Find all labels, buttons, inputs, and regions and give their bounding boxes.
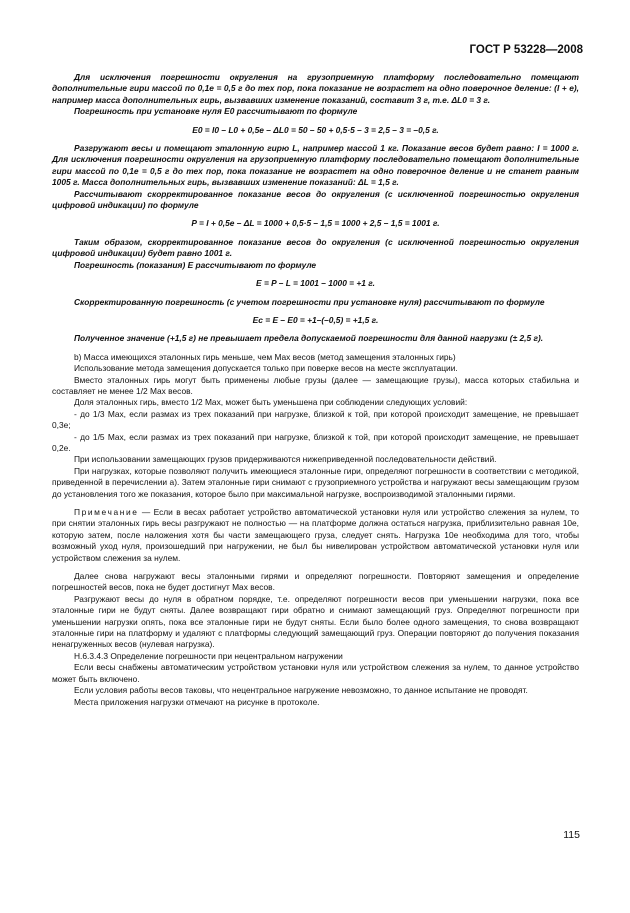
formula-corrected-error: Ec = E – E0 = +1–(–0,5) = +1,5 г. [252, 314, 379, 325]
paragraph-method-b: b) Масса имеющихся эталонных гирь меньше, чем Max весов (метод замещения эталонных гирь) [74, 351, 456, 362]
paragraph-substitution-steps: При нагрузках, которые позволяют получить имеющиеся эталонные гири, определяют погрешности в соответствии с методикой, приведенной в перечислении a). Затем эталонные гири снимают с грузоприемного устройства и нагружают весы замещающим грузом до установления того же показания, которое было при максимальной нагрузке, воспроизводимой эталонными гирями. [52, 465, 579, 499]
paragraph-corrected-error-intro: Скорректированную погрешность (с учетом погрешности при установке нуля) рассчитывают по формуле [74, 296, 545, 307]
paragraph-repeat-substitution: Далее снова нагружают весы эталонными гирями и определяют погрешности. Повторяют замещения и определение погрешностей весов, пока не будет достигнут Max весов. [52, 571, 579, 593]
paragraph-sequence-intro: При использовании замещающих грузов придерживаются нижеприведенной последовательности действий. [74, 454, 497, 465]
paragraph-error-intro: Погрешность (показания) E рассчитывают по формуле [74, 259, 317, 270]
page-number: 115 [563, 829, 580, 841]
formula-zero-error: E0 = I0 – L0 + 0,5e – ΔL0 = 50 – 50 + 0,5·5 – 3 = 2,5 – 3 = –0,5 г. [192, 124, 439, 135]
paragraph-rounding-zero: Для исключения погрешности округления на грузоприемную платформу последовательно помещают дополнительные гири массой по 0,1e = 0,5 г до тех пор, пока показание не возрастет на одно поверочное деление: (I + e), например масса дополнительных гирь, вызвавших изменение показаний, составит 3 г, т.е. ΔL0 = 3 г. [52, 72, 579, 105]
paragraph-unloading: Разгружают весы до нуля в обратном порядке, т.е. определяют погрешности весов при уменьшении нагрузки, пока все эталонные гири не будут сняты. Далее возвращают гири обратно и снимают замещающий груз. Определяют погрешности при уменьшении нагрузки опять, пока все эталонные гири не будут сняты. Если было более одного замещения, то снова возвращают эталонные гири на платформу и удаляют с платформы следующий замещающий груз. Операции повторяют до получения показания ненагруженных весов (нулевая нагрузка). [52, 593, 579, 650]
paragraph-load-positions: Места приложения нагрузки отмечают на рисунке в протоколе. [74, 696, 320, 707]
paragraph-load-reference: Разгружают весы и помещают эталонную гирю L, например массой 1 кг. Показание весов будет равно: I = 1000 г. Для исключения погрешности округления на грузоприемную платформу последовательно помещают дополнительные гири массой по 0,1e = 0,5 г до тех пор, пока показание не возрастет на одно поверочное деление и не станет равным 1005 г. Масса дополнительных гирь, вызвавших изменение показаний: ΔL = 1,5 г. [52, 143, 579, 188]
note-label: Примечание [74, 507, 139, 517]
list-item-condition-2: - до 1/5 Max, если размах из трех показаний при нагрузке, близкой к той, при которой происходит замещение, не превышает 0,2e. [52, 431, 579, 453]
note [52, 507, 579, 564]
document-header: ГОСТ Р 53228—2008 [469, 44, 583, 56]
formula-error: E = P – L = 1001 – 1000 = +1 г. [256, 278, 375, 289]
list-item-condition-1: - до 1/3 Max, если размах из трех показаний при нагрузке, близкой к той, при которой происходит замещение, не превышает 0,3e; [52, 408, 579, 431]
paragraph-corrected-result: Таким образом, скорректированное показание весов до округления (с исключенной погрешностью округления цифровой индикации) будет равно 1001 г. [52, 236, 579, 259]
paragraph-eccentric-impossible: Если условия работы весов таковы, что нецентральное нагружение невозможно, то данное испытание не проводят. [74, 685, 528, 696]
paragraph-conditions-intro: Доля эталонных гирь, вместо 1/2 Max, может быть уменьшена при соблюдении следующих условий: [74, 397, 468, 408]
section-heading-eccentric-loading: Н.6.3.4.3 Определение погрешности при нецентральном нагружении [74, 650, 343, 661]
formula-corrected-reading: P = I + 0,5e – ΔL = 1000 + 0,5·5 – 1,5 = 1000 + 2,5 – 1,5 = 1001 г. [191, 218, 440, 229]
paragraph-result-conclusion: Полученное значение (+1,5 г) не превышает предела допускаемой погрешности для данной нагрузки (± 2,5 г). [74, 333, 544, 344]
document-body [52, 72, 579, 708]
paragraph-zero-device: Если весы снабжены автоматическим устройством установки нуля или устройством слежения за нулем, то данное устройство может быть включено. [52, 662, 579, 684]
paragraph-corrected-reading-intro: Рассчитывают скорректированное показание весов до округления (с исключенной погрешностью округления цифровой индикации) по формуле [52, 188, 579, 211]
paragraph-substitution-allowed: Использование метода замещения допускается только при поверке весов на месте эксплуатации. [74, 363, 458, 374]
note-text: — Если в весах работает устройство автоматической установки нуля или устройство слежения за нулем, то при снятии эталонных гирь весы разгружают не полностью — на платформе должна остаться нагрузка, приблизительно равная 10e, которую затем, после наложения хотя бы части замещающего груза, следует снять. Нагрузка 10e необходима для того, чтобы возможный уход нуля, произошедший при нагружении, не был бы нивелирован устройством автоматической установки нуля или устройством слежения за нулем. [52, 507, 579, 563]
paragraph-zero-error-intro: Погрешность при установке нуля E0 рассчитывают по формуле [74, 106, 358, 117]
paragraph-substitution-loads: Вместо эталонных гирь могут быть применены любые грузы (далее — замещающие грузы), масса которых стабильна и составляет не менее 1/2 Max весов. [52, 374, 579, 396]
